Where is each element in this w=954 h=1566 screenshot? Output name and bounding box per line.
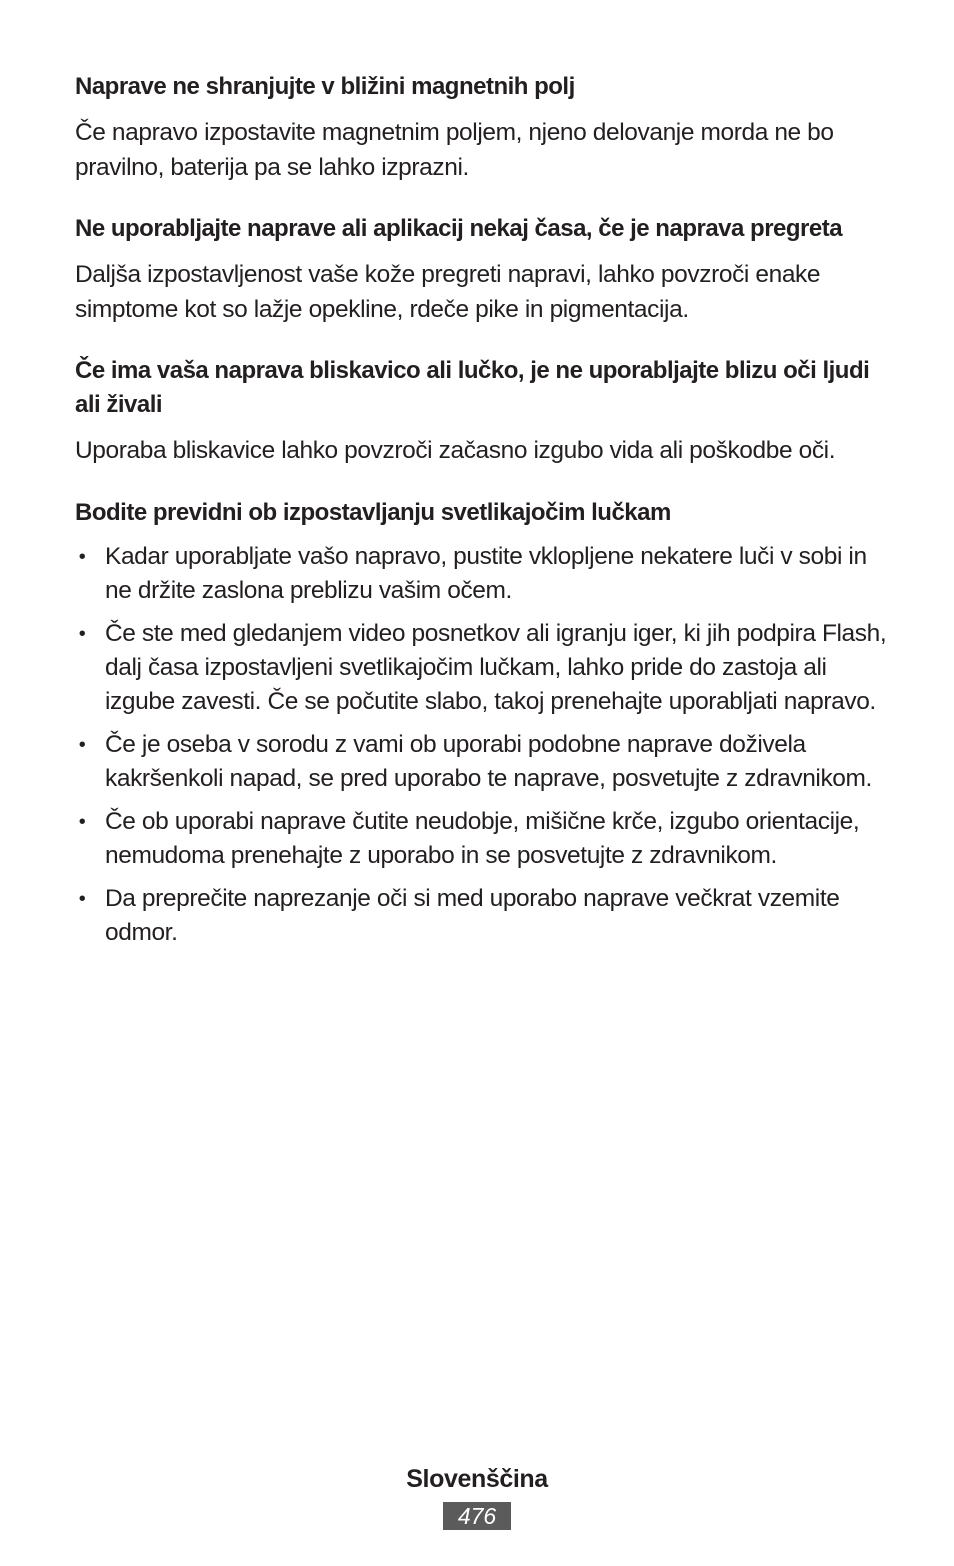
section-heading: Ne uporabljajte naprave ali aplikacij nekaj časa, če je naprava pregreta bbox=[75, 215, 843, 242]
section-magnetic-fields bbox=[75, 70, 890, 185]
document-body bbox=[75, 70, 890, 959]
list-item-text: Kadar uporabljate vašo napravo, pustite vklopljene nekatere luči v sobi in ne držite zaslona preblizu vašim očem. bbox=[105, 542, 867, 604]
bullet-icon: • bbox=[78, 733, 86, 756]
bullet-icon: • bbox=[78, 810, 86, 833]
list-item bbox=[75, 728, 890, 796]
section-heading: Bodite previdni ob izpostavljanju svetlikajočim lučkam bbox=[75, 498, 671, 526]
section-heading: Če ima vaša naprava bliskavico ali lučko, je ne uporabljajte blizu oči ljudi ali živali bbox=[75, 357, 870, 418]
footer-language: Slovenščina bbox=[406, 1465, 548, 1493]
list-item bbox=[75, 882, 890, 950]
page-number-badge: 476 bbox=[443, 1502, 511, 1530]
section-flashing-lights bbox=[75, 496, 890, 950]
bullet-icon: • bbox=[78, 622, 86, 645]
section-paragraph: Daljša izpostavljenost vaše kože pregreti napravi, lahko povzroči enake simptome kot so lažje opekline, rdeče pike in pigmentacija. bbox=[75, 261, 821, 323]
list-item-text: Da preprečite naprezanje oči si med uporabo naprave večkrat vzemite odmor. bbox=[105, 884, 840, 946]
list-item-text: Če je oseba v sorodu z vami ob uporabi podobne naprave doživela kakršenkoli napad, se pred uporabo te naprave, posvetujte z zdravnikom. bbox=[105, 730, 872, 792]
section-flash-eyes bbox=[75, 354, 890, 469]
page-footer bbox=[0, 1462, 954, 1530]
bullet-icon: • bbox=[78, 545, 86, 568]
list-item bbox=[75, 805, 890, 873]
list-item bbox=[75, 617, 890, 719]
section-overheated-device bbox=[75, 212, 890, 327]
section-heading: Naprave ne shranjujte v bližini magnetnih polj bbox=[75, 73, 575, 100]
section-paragraph: Če napravo izpostavite magnetnim poljem, njeno delovanje morda ne bo pravilno, baterija pa se lahko izprazni. bbox=[75, 119, 834, 181]
list-item-text: Če ob uporabi naprave čutite neudobje, mišične krče, izgubo orientacije, nemudoma prenehajte z uporabo in se posvetujte z zdravnikom. bbox=[105, 807, 860, 869]
bullet-list bbox=[75, 540, 890, 950]
list-item-text: Če ste med gledanjem video posnetkov ali igranju iger, ki jih podpira Flash, dalj časa izpostavljeni svetlikajočim lučkam, lahko pride do zastoja ali izgube zavesti. Če se počutite slabo, takoj prenehajte uporabljati napravo. bbox=[105, 619, 887, 715]
section-paragraph: Uporaba bliskavice lahko povzroči začasno izgubo vida ali poškodbe oči. bbox=[75, 437, 836, 464]
bullet-icon: • bbox=[78, 887, 86, 910]
list-item bbox=[75, 540, 890, 608]
